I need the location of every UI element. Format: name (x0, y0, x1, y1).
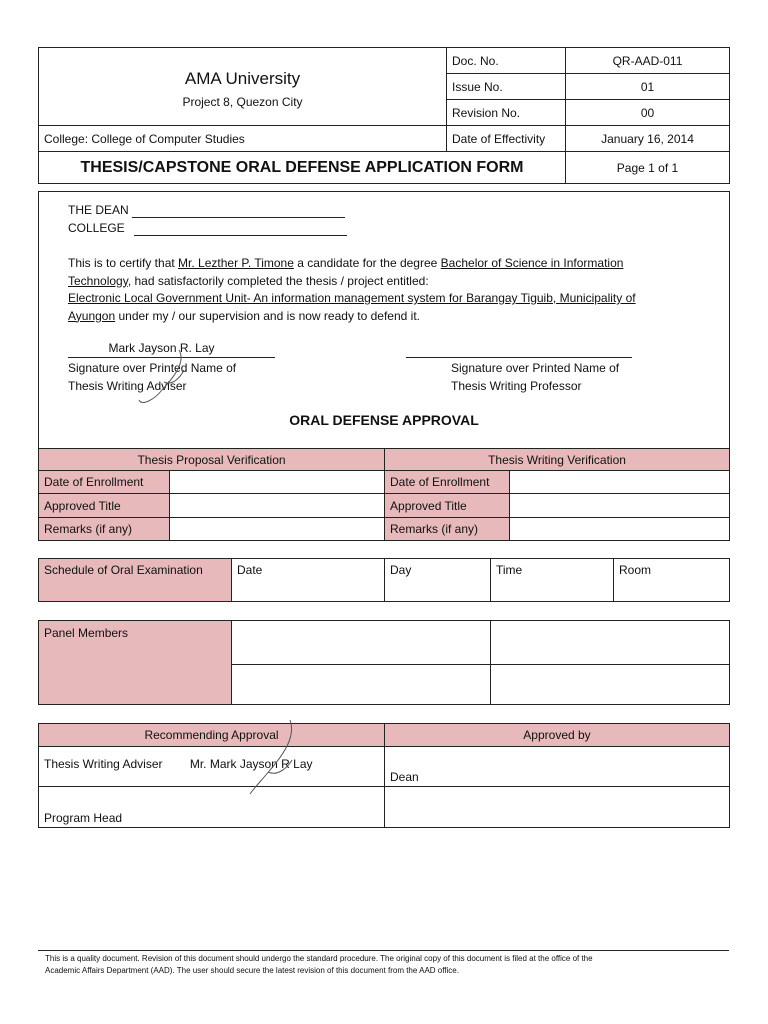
professor-signature-caption (451, 359, 619, 395)
dean-blank (132, 203, 345, 218)
panel-member-4-field[interactable] (491, 665, 730, 705)
proposal-title-field[interactable] (170, 494, 385, 518)
schedule-label: Schedule of Oral Examination (39, 559, 232, 602)
handwritten-signature-mark (134, 342, 214, 412)
effectivity-value: January 16, 2014 (566, 126, 730, 152)
sig-left-line2: Thesis Writing Adviser (68, 379, 187, 393)
issue-no-value: 01 (566, 74, 730, 100)
letter-box (38, 191, 730, 449)
handwritten-approval-mark (240, 712, 310, 802)
form-title: THESIS/CAPSTONE ORAL DEFENSE APPLICATION FORM (39, 152, 566, 184)
dean-label: THE DEAN (68, 203, 129, 217)
approved-by-empty-cell[interactable] (385, 787, 730, 828)
panel-member-3-field[interactable] (232, 665, 491, 705)
footer-line-2: Academic Affairs Department (AAD). The user should secure the latest revision of this document from the AAD office. (45, 966, 459, 975)
schedule-room-field[interactable] (614, 559, 730, 602)
sig-left-line1: Signature over Printed Name of (68, 361, 237, 375)
footer-line-1: This is a quality document. Revision of this document should undergo the standard procedure. The original copy of this document is filed at the office of the (45, 954, 593, 963)
proposal-enrollment-label: Date of Enrollment (39, 471, 170, 494)
recommending-approval-header: Recommending Approval (39, 724, 385, 747)
issue-no-label: Issue No. (447, 74, 566, 100)
degree-part-2: Technology (68, 273, 128, 288)
student-name: Mr. Lezther P. Timone (178, 256, 294, 270)
schedule-day-field[interactable] (385, 559, 491, 602)
schedule-room-label: Room (619, 563, 652, 577)
panel-member-1-field[interactable] (232, 621, 491, 665)
college-blank (134, 221, 347, 236)
writing-title-label: Approved Title (385, 494, 510, 518)
certification-text (68, 255, 708, 325)
degree-part-1: Bachelor of Science in Information (440, 256, 624, 270)
panel-table (38, 620, 730, 705)
doc-no-label: Doc. No. (447, 48, 566, 74)
schedule-day-label: Day (390, 563, 412, 577)
university-address: Project 8, Quezon City (182, 94, 303, 109)
oral-defense-approval-heading: ORAL DEFENSE APPROVAL (289, 412, 479, 428)
proposal-title-label: Approved Title (39, 494, 170, 518)
verification-table (38, 448, 730, 541)
writing-title-field[interactable] (510, 494, 730, 518)
header-table (38, 47, 730, 184)
writing-enrollment-field[interactable] (510, 471, 730, 494)
proposal-enrollment-field[interactable] (170, 471, 385, 494)
adviser-approval-cell[interactable] (39, 747, 385, 787)
college-label: College: College of Computer Studies (39, 126, 447, 152)
cert-text-2: a candidate for the degree (293, 256, 441, 270)
university-block (39, 48, 447, 126)
proposal-verification-header: Thesis Proposal Verification (39, 449, 385, 471)
program-head-label: Program Head (44, 811, 123, 825)
program-head-cell[interactable] (39, 787, 385, 828)
schedule-date-label: Date (237, 563, 263, 577)
dean-line (68, 203, 345, 218)
cert-text-3: , had satisfactorily completed the thesis / project entitled: (127, 273, 429, 288)
university-name: AMA University (184, 68, 301, 88)
schedule-table (38, 558, 730, 602)
adviser-approval-label: Thesis Writing Adviser (44, 756, 163, 771)
page-number: Page 1 of 1 (566, 152, 730, 184)
dean-approval-label: Dean (390, 770, 419, 784)
approved-by-header: Approved by (385, 724, 730, 747)
adviser-printed-name: Mark Jayson R. Lay (108, 341, 215, 355)
schedule-time-label: Time (496, 563, 523, 577)
writing-verification-header: Thesis Writing Verification (385, 449, 730, 471)
panel-member-2-field[interactable] (491, 621, 730, 665)
effectivity-label: Date of Effectivity (447, 126, 566, 152)
revision-no-value: 00 (566, 100, 730, 126)
proposal-remarks-field[interactable] (170, 518, 385, 541)
doc-no-value: QR-AAD-011 (566, 48, 730, 74)
thesis-title-1: Electronic Local Government Unit- An information management system for Barangay Tiguib, Municipality of (68, 291, 636, 305)
college-field-label: COLLEGE (68, 221, 125, 235)
adviser-approval-name: Mr. Mark Jayson R Lay (189, 756, 313, 771)
writing-remarks-field[interactable] (510, 518, 730, 541)
schedule-date-field[interactable] (232, 559, 385, 602)
sig-right-line1: Signature over Printed Name of (451, 361, 620, 375)
footer-rule (38, 950, 729, 951)
dean-approval-cell[interactable] (385, 747, 730, 787)
thesis-title-2: Ayungon (68, 308, 116, 323)
panel-members-label: Panel Members (39, 621, 232, 705)
sig-right-line2: Thesis Writing Professor (451, 379, 582, 393)
footer-note (45, 953, 725, 977)
writing-remarks-label: Remarks (if any) (385, 518, 510, 541)
professor-signature-line (406, 341, 632, 358)
schedule-time-field[interactable] (491, 559, 614, 602)
revision-no-label: Revision No. (447, 100, 566, 126)
writing-enrollment-label: Date of Enrollment (385, 471, 510, 494)
cert-text-4: under my / our supervision and is now ready to defend it. (115, 308, 420, 323)
recommending-table (38, 723, 730, 828)
proposal-remarks-label: Remarks (if any) (39, 518, 170, 541)
college-line (68, 221, 347, 236)
cert-text-1: This is to certify that (68, 256, 179, 270)
